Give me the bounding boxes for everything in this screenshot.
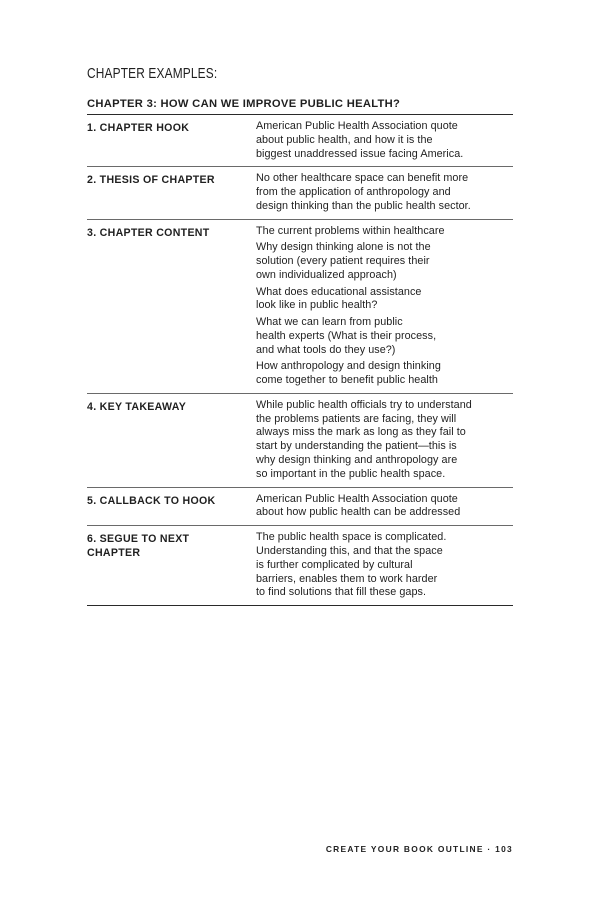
row-paragraph	[256, 493, 513, 521]
section-title: CHAPTER EXAMPLES:	[87, 66, 218, 82]
paragraph-line: What we can learn from public	[256, 315, 403, 328]
row-paragraph	[256, 225, 513, 239]
paragraph-line: about how public health can be addressed	[256, 506, 461, 519]
row-content	[256, 225, 513, 388]
paragraph-line: The public health space is complicated.	[256, 531, 447, 544]
row-content	[256, 493, 513, 521]
table-row	[87, 394, 513, 488]
paragraph-line: How anthropology and design thinking	[256, 360, 441, 373]
paragraph-line: is further complicated by cultural	[256, 558, 413, 571]
page-number: 103	[495, 844, 513, 854]
paragraph-line: American Public Health Association quote	[256, 120, 458, 132]
row-label-line: 6. SEGUE TO NEXT	[87, 533, 190, 546]
paragraph-line: Why design thinking alone is not the	[256, 241, 431, 254]
row-label-line: 3. CHAPTER CONTENT	[87, 226, 210, 239]
page-content	[87, 62, 513, 606]
paragraph-line: Understanding this, and that the space	[256, 544, 443, 557]
paragraph-line: solution (every patient requires their	[256, 255, 430, 268]
paragraph-line: to find solutions that fill these gaps.	[256, 586, 427, 599]
row-paragraph	[256, 399, 513, 482]
row-content	[256, 399, 513, 482]
paragraph-line: The current problems within healthcare	[256, 224, 445, 237]
row-content	[256, 120, 513, 161]
row-paragraph	[256, 286, 513, 314]
paragraph-line: design thinking than the public health sector.	[256, 199, 471, 212]
paragraph-line: why design thinking and anthropology are	[256, 453, 458, 466]
footer-separator: ·	[487, 844, 492, 854]
paragraph-line: American Public Health Association quote	[256, 492, 458, 505]
table-row	[87, 115, 513, 167]
row-label	[87, 493, 256, 521]
row-content	[256, 172, 513, 213]
paragraph-line: look like in public health?	[256, 299, 378, 312]
paragraph-line: start by understanding the patient—this is	[256, 440, 457, 453]
row-label-line: 4. KEY TAKEAWAY	[87, 400, 187, 413]
paragraph-line: What does educational assistance	[256, 285, 422, 298]
table-row	[87, 526, 513, 606]
row-paragraph	[256, 531, 513, 600]
paragraph-line: own individualized approach)	[256, 268, 397, 281]
row-content	[256, 531, 513, 600]
row-label-line: 5. CALLBACK TO HOOK	[87, 494, 216, 507]
table-row	[87, 220, 513, 394]
paragraph-line: the problems patients are facing, they will	[256, 412, 457, 425]
paragraph-line: come together to benefit public health	[256, 373, 438, 386]
row-label-line: 1. CHAPTER HOOK	[87, 122, 190, 134]
paragraph-line: about public health, and how it is the	[256, 133, 433, 146]
row-paragraph	[256, 120, 513, 161]
row-label	[87, 225, 256, 388]
table-row	[87, 167, 513, 219]
row-paragraph	[256, 316, 513, 357]
row-paragraph	[256, 172, 513, 213]
row-label-line: 2. THESIS OF CHAPTER	[87, 174, 215, 187]
page-footer	[326, 844, 513, 854]
row-label	[87, 399, 256, 482]
paragraph-line: health experts (What is their process,	[256, 329, 437, 342]
paragraph-line: always miss the mark as long as they fail to	[256, 426, 466, 439]
paragraph-line: biggest unaddressed issue facing America.	[256, 147, 464, 160]
paragraph-line: barriers, enables them to work harder	[256, 572, 438, 585]
paragraph-line: No other healthcare space can benefit more	[256, 172, 469, 185]
running-title: CREATE YOUR BOOK OUTLINE	[325, 844, 484, 854]
outline-table	[87, 114, 513, 606]
row-label	[87, 120, 256, 161]
paragraph-line: While public health officials try to understand	[256, 398, 472, 411]
paragraph-line: from the application of anthropology and	[256, 186, 451, 199]
table-row	[87, 488, 513, 527]
row-label-line: CHAPTER	[87, 547, 141, 560]
paragraph-line: and what tools do they use?)	[256, 343, 396, 356]
chapter-heading: CHAPTER 3: HOW CAN WE IMPROVE PUBLIC HEALTH?	[87, 98, 401, 110]
paragraph-line: so important in the public health space.	[256, 467, 446, 480]
row-paragraph	[256, 360, 513, 388]
row-paragraph	[256, 241, 513, 282]
row-label	[87, 531, 256, 600]
row-label	[87, 172, 256, 213]
